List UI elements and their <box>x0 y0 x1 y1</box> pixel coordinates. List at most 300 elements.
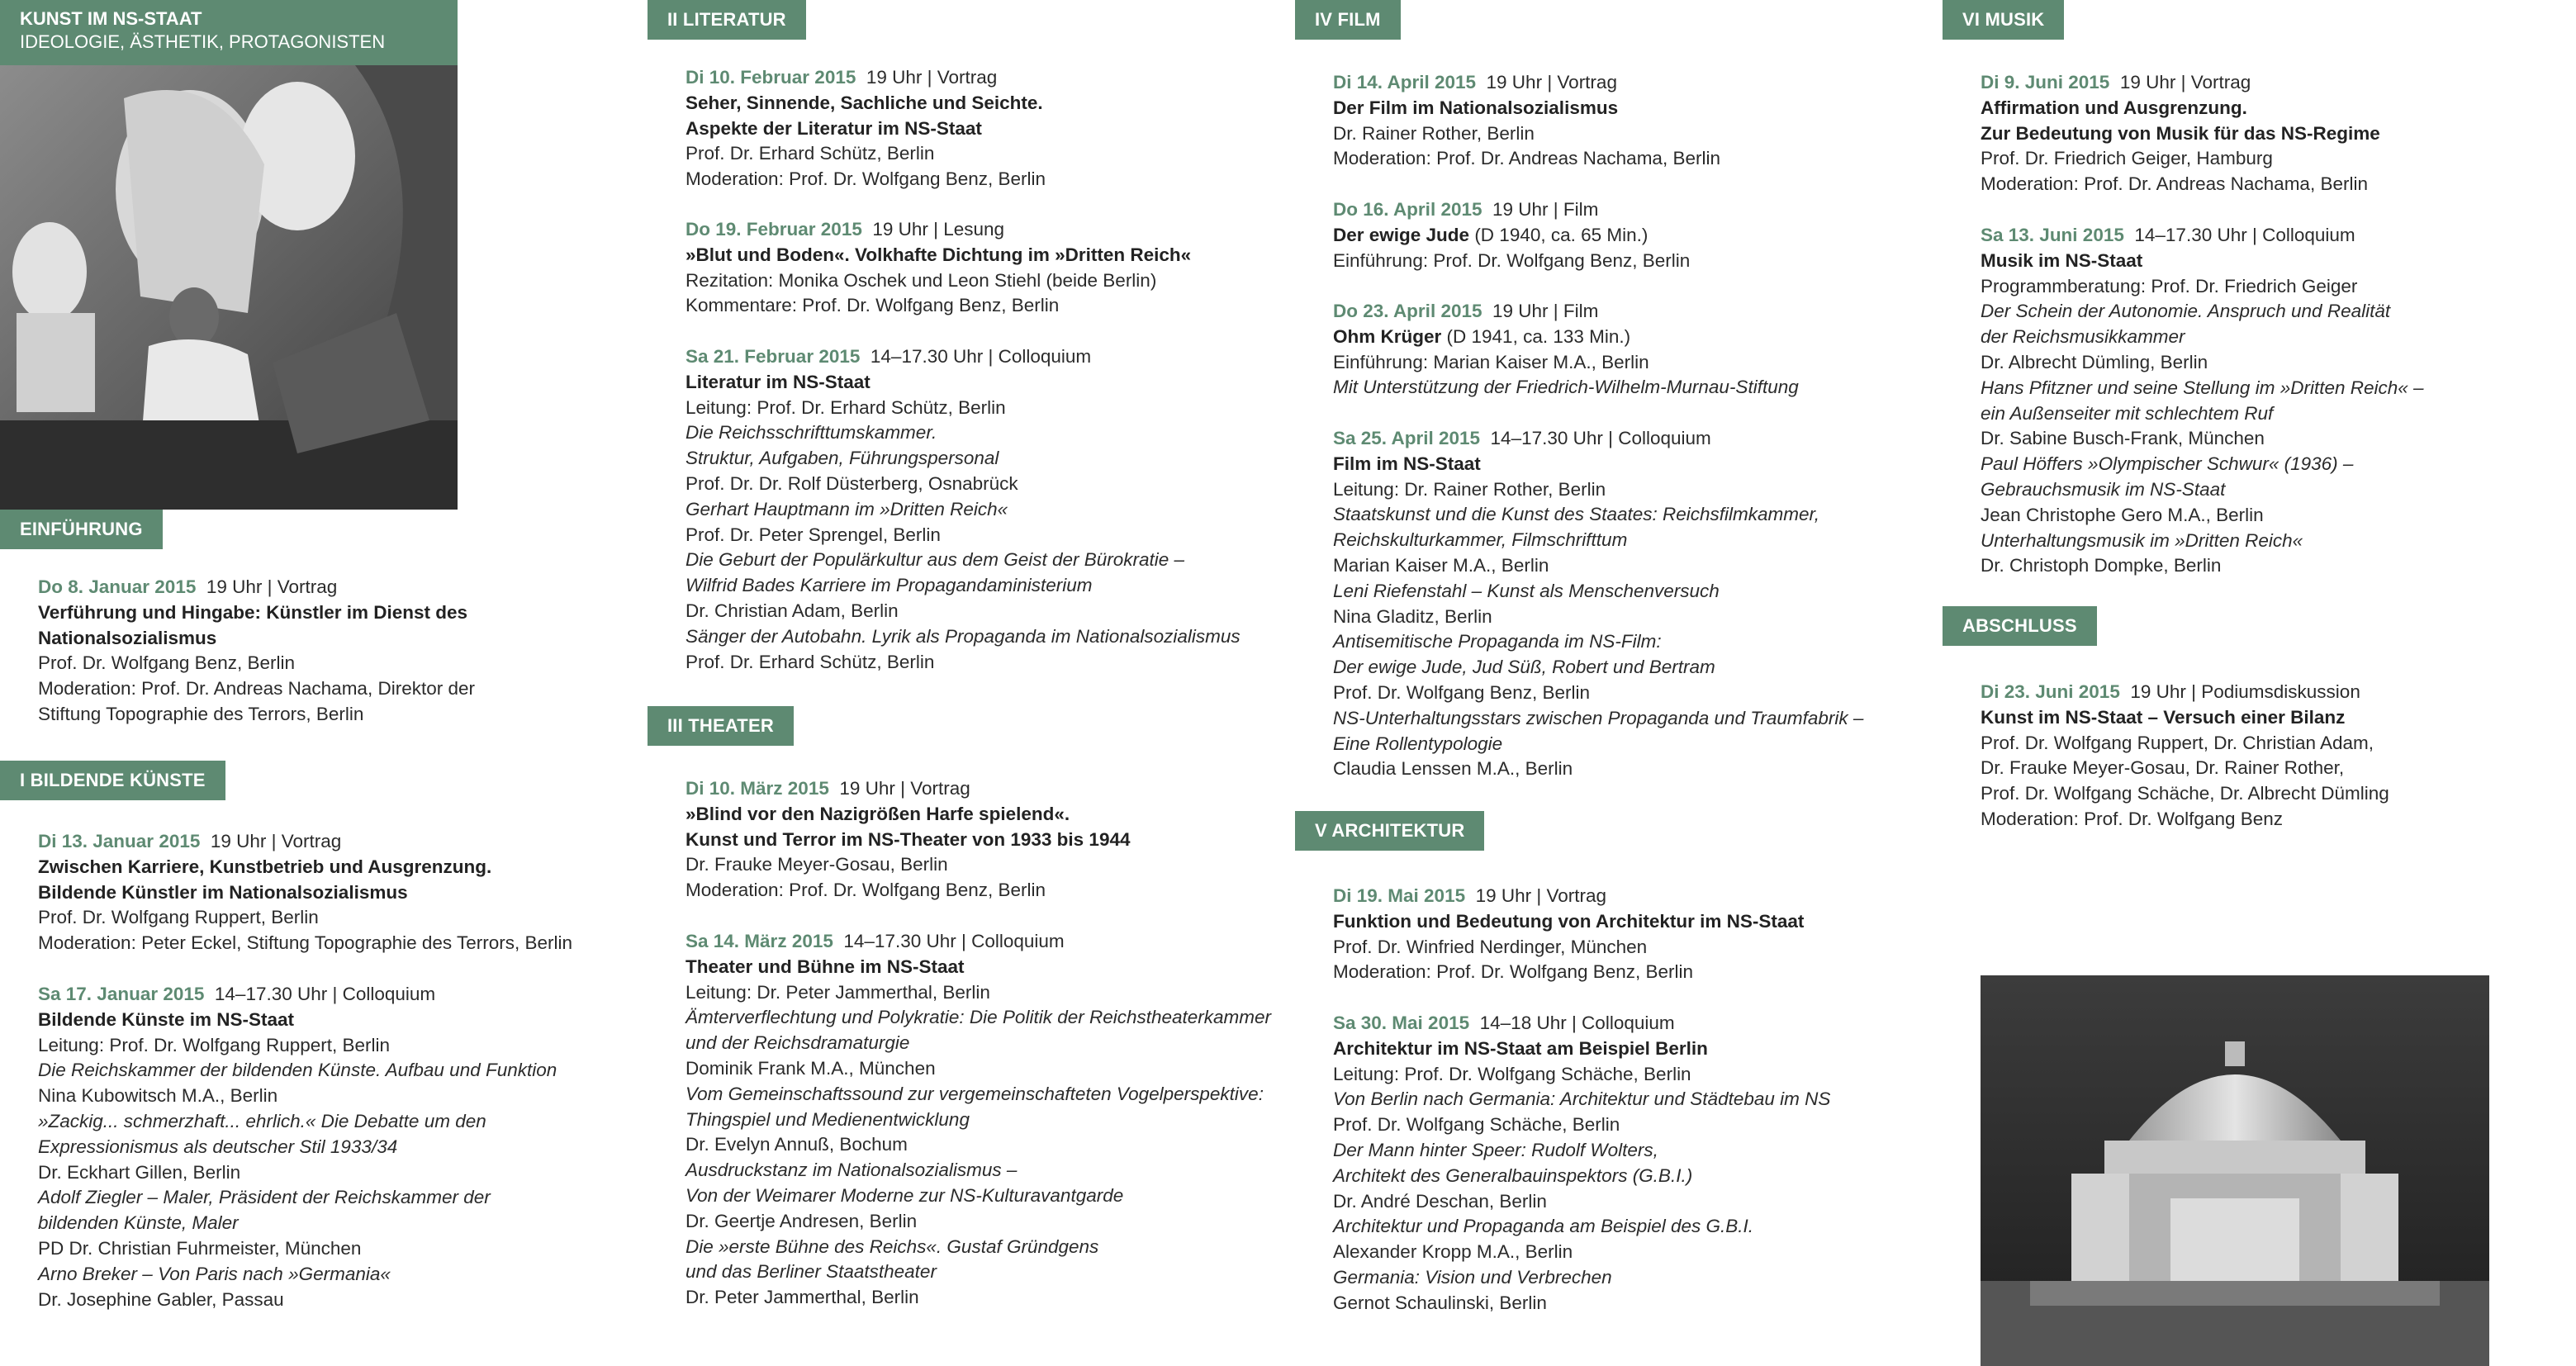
event-person <box>1981 146 2575 172</box>
program-header <box>0 0 458 65</box>
event-person <box>38 1033 633 1059</box>
event-person <box>686 1285 1280 1311</box>
event-topic-text: und der Reichsdramaturgie <box>686 1032 910 1054</box>
event-person-text: Prof. Dr. Wolfgang Schäche, Berlin <box>1333 1114 1620 1136</box>
event-meta: 19 Uhr | Vortrag <box>206 576 338 597</box>
event-bildende-0 <box>38 829 633 956</box>
event-date: Di 19. Mai 2015 <box>1333 885 1466 906</box>
event-person <box>686 167 1280 192</box>
event-date: Do 16. April 2015 <box>1333 199 1483 220</box>
event-topic <box>1333 1214 1928 1240</box>
event-topic <box>1333 528 1928 553</box>
event-meta: 14–17.30 Uhr | Colloquium <box>843 931 1065 951</box>
event-topic <box>686 1005 1280 1031</box>
event-topic <box>38 1135 633 1160</box>
event-date: Sa 25. April 2015 <box>1333 428 1481 448</box>
event-title-text: Affirmation und Ausgrenzung. <box>1981 97 2247 118</box>
event-topic-text: Der Mann hinter Speer: Rudolf Wolters, <box>1333 1139 1658 1160</box>
event-person-text: Moderation: Prof. Dr. Andreas Nachama, Berlin <box>1981 173 2368 195</box>
section-label: EINFÜHRUNG <box>0 510 163 549</box>
event-topic-text: bildenden Künste, Maler <box>38 1212 239 1234</box>
event-film-0 <box>1333 70 1928 172</box>
event-title <box>1333 452 1928 477</box>
event-meta: 19 Uhr | Podiumsdiskussion <box>2130 681 2360 702</box>
event-topic-text: Architekt des Generalbauinspektors (G.B.I.) <box>1333 1164 1693 1186</box>
event-topic <box>686 573 1280 599</box>
event-header <box>1333 299 1928 325</box>
section-tag-film <box>1295 0 1401 40</box>
event-person-text: Leitung: Prof. Dr. Erhard Schütz, Berlin <box>686 396 1006 418</box>
event-person <box>38 1288 633 1313</box>
event-meta: 14–17.30 Uhr | Colloquium <box>2134 225 2355 245</box>
event-topic-text: Mit Unterstützung der Friedrich-Wilhelm-Murnau-Stiftung <box>1333 377 1799 398</box>
section-label: I BILDENDE KÜNSTE <box>0 761 225 800</box>
event-meta: 19 Uhr | Vortrag <box>210 831 342 851</box>
event-person-text: Prof. Dr. Wolfgang Benz, Berlin <box>1333 681 1590 703</box>
event-person <box>1333 121 1928 147</box>
event-topic <box>38 1185 633 1211</box>
event-topic <box>1981 452 2575 477</box>
event-topic-text: Expressionismus als deutscher Stil 1933/34 <box>38 1136 398 1157</box>
event-topic-text: Antisemitische Propaganda im NS-Film: <box>1333 631 1662 652</box>
event-person <box>1981 426 2575 452</box>
event-topic-text: Vom Gemeinschaftssound zur vergemeinschafteten Vogelperspektive: <box>686 1083 1264 1104</box>
event-date: Do 8. Januar 2015 <box>38 576 197 597</box>
event-person <box>1333 1189 1928 1215</box>
event-topic <box>686 446 1280 472</box>
event-person-text: Dr. André Deschan, Berlin <box>1333 1190 1547 1212</box>
event-musik-0 <box>1981 70 2575 197</box>
event-title <box>686 370 1280 396</box>
event-title <box>1981 705 2575 731</box>
section-label: IV FILM <box>1295 0 1401 40</box>
event-person <box>686 980 1280 1006</box>
event-topic-text: Von Berlin nach Germania: Architektur und Städtebau im NS <box>1333 1089 1831 1110</box>
event-person <box>1981 756 2575 781</box>
event-literatur-1 <box>686 217 1280 319</box>
event-film-info: (D 1940, ca. 65 Min.) <box>1469 224 1649 245</box>
event-topic-text: Der Schein der Autonomie. Anspruch und Realität <box>1981 301 2391 322</box>
event-meta: 19 Uhr | Vortrag <box>839 778 970 799</box>
event-title <box>38 855 633 880</box>
section-tag-literatur <box>648 0 806 40</box>
section-label: III THEATER <box>648 706 794 746</box>
event-topic-text: Die Reichsschrifttumskammer. <box>686 422 937 443</box>
event-topic-text: Leni Riefenstahl – Kunst als Menschenversuch <box>1333 580 1720 601</box>
event-date: Di 10. März 2015 <box>686 778 829 799</box>
event-header <box>1333 426 1928 452</box>
section-tag-musik <box>1943 0 2064 40</box>
event-theater-1 <box>686 929 1280 1311</box>
event-date: Sa 17. Januar 2015 <box>38 984 205 1004</box>
section-tag-abschluss <box>1943 606 2097 646</box>
event-film-3 <box>1333 426 1928 782</box>
event-topic <box>1981 299 2575 325</box>
event-title <box>686 955 1280 980</box>
event-title <box>38 880 633 906</box>
event-literatur-0 <box>686 65 1280 192</box>
event-person <box>38 1160 633 1186</box>
event-topic <box>1333 375 1928 401</box>
event-person <box>1981 781 2575 807</box>
event-person-text: Dr. Frauke Meyer-Gosau, Dr. Rainer Rother, <box>1981 757 2345 779</box>
event-person-text: Prof. Dr. Winfried Nerdinger, München <box>1333 936 1648 957</box>
event-topic <box>1333 706 1928 732</box>
event-title <box>38 1008 633 1033</box>
event-person <box>38 676 633 702</box>
event-title-text: Literatur im NS-Staat <box>686 371 871 392</box>
event-person-text: Rezitation: Monika Oschek und Leon Stiehl (beide Berlin) <box>686 269 1157 291</box>
event-topic-text: Ausdruckstanz im Nationalsozialismus – <box>686 1160 1018 1181</box>
event-person <box>1981 553 2575 579</box>
event-person-text: Kommentare: Prof. Dr. Wolfgang Benz, Berlin <box>686 295 1060 316</box>
event-literatur-2 <box>686 344 1280 675</box>
event-meta: 19 Uhr | Vortrag <box>1486 72 1617 92</box>
event-bildende-1 <box>38 982 633 1312</box>
event-title <box>1333 96 1928 121</box>
event-musik-1 <box>1981 223 2575 579</box>
event-person <box>686 878 1280 904</box>
event-person-text: Moderation: Prof. Dr. Wolfgang Benz <box>1981 808 2284 829</box>
event-topic-text: Arno Breker – Von Paris nach »Germania« <box>38 1263 391 1284</box>
event-person <box>1333 477 1928 503</box>
event-header <box>686 929 1280 955</box>
event-topic-text: Der ewige Jude, Jud Süß, Robert und Bertram <box>1333 657 1715 678</box>
event-person-text: Leitung: Prof. Dr. Wolfgang Schäche, Berlin <box>1333 1063 1691 1084</box>
event-person-text: Dr. Frauke Meyer-Gosau, Berlin <box>686 854 948 875</box>
event-film-2 <box>1333 299 1928 401</box>
event-topic <box>686 420 1280 446</box>
event-topic-text: Reichskulturkammer, Filmschrifttum <box>1333 529 1628 551</box>
event-topic-text: ein Außenseiter mit schlechtem Ruf <box>1981 402 2274 424</box>
event-title-text: Verführung und Hingabe: Künstler im Dienst des <box>38 601 468 623</box>
event-title-text: Architektur im NS-Staat am Beispiel Berlin <box>1333 1037 1708 1059</box>
event-topic <box>1981 401 2575 427</box>
event-topic-text: Unterhaltungsmusik im »Dritten Reich« <box>1981 529 2303 551</box>
event-person-text: Dr. Evelyn Annuß, Bochum <box>686 1134 908 1155</box>
event-person-text: Leitung: Dr. Peter Jammerthal, Berlin <box>686 981 990 1003</box>
event-topic <box>1333 579 1928 605</box>
section-label: V ARCHITEKTUR <box>1295 811 1484 851</box>
event-topic <box>686 1031 1280 1056</box>
event-topic-text: Paul Höffers »Olympischer Schwur« (1936) – <box>1981 453 2354 475</box>
event-topic-text: NS-Unterhaltungsstars zwischen Propaganda und Traumfabrik – <box>1333 707 1864 728</box>
event-topic <box>1333 1265 1928 1291</box>
event-topic <box>38 1109 633 1135</box>
event-title <box>1981 121 2575 147</box>
event-person-text: Marian Kaiser M.A., Berlin <box>1333 554 1549 576</box>
event-title <box>686 802 1280 828</box>
event-person-text: Dr. Josephine Gabler, Passau <box>38 1288 284 1310</box>
sculptor-workshop-photo <box>0 65 458 510</box>
event-person <box>686 472 1280 497</box>
event-topic <box>1981 325 2575 350</box>
event-meta: 19 Uhr | Lesung <box>872 219 1005 240</box>
event-title-text: Kunst im NS-Staat – Versuch einer Bilanz <box>1981 706 2346 728</box>
event-header <box>686 65 1280 91</box>
event-person-text: Prof. Dr. Erhard Schütz, Berlin <box>686 651 935 672</box>
event-abschluss-0 <box>1981 680 2575 832</box>
event-person-text: Einführung: Prof. Dr. Wolfgang Benz, Berlin <box>1333 249 1691 271</box>
event-person <box>1981 172 2575 197</box>
event-header <box>38 575 633 600</box>
event-title-text: Zur Bedeutung von Musik für das NS-Regime <box>1981 122 2380 144</box>
event-date: Sa 21. Februar 2015 <box>686 346 861 367</box>
event-header <box>1981 70 2575 96</box>
event-person-text: Dr. Eckhart Gillen, Berlin <box>38 1161 241 1183</box>
event-meta: 19 Uhr | Vortrag <box>1475 885 1607 906</box>
event-title <box>1333 909 1928 935</box>
event-topic <box>1333 629 1928 655</box>
event-person <box>686 1209 1280 1235</box>
event-person <box>1981 503 2575 529</box>
event-meta: 14–17.30 Uhr | Colloquium <box>214 984 436 1004</box>
event-title-text: Ohm Krüger <box>1333 325 1442 347</box>
event-meta: 14–17.30 Uhr | Colloquium <box>870 346 1092 367</box>
event-person-text: Prof. Dr. Friedrich Geiger, Hamburg <box>1981 148 2273 169</box>
event-topic <box>686 1082 1280 1108</box>
event-topic <box>38 1058 633 1084</box>
event-person <box>1981 274 2575 300</box>
event-header <box>686 217 1280 243</box>
event-person <box>686 268 1280 294</box>
event-person <box>1333 681 1928 706</box>
event-person <box>1333 960 1928 985</box>
event-person <box>1333 1240 1928 1265</box>
event-person-text: Moderation: Prof. Dr. Andreas Nachama, Direktor der <box>38 678 475 700</box>
sculptor-photo-graphic <box>0 65 458 510</box>
event-topic <box>1333 502 1928 528</box>
event-meta: 19 Uhr | Vortrag <box>2119 72 2251 92</box>
event-title-text: Musik im NS-Staat <box>1981 249 2143 271</box>
event-topic-text: Die Reichskammer der bildenden Künste. Aufbau und Funktion <box>38 1060 557 1081</box>
event-person <box>38 702 633 728</box>
event-topic-text: Gebrauchsmusik im NS-Staat <box>1981 478 2226 500</box>
event-person-text: Moderation: Prof. Dr. Wolfgang Benz, Berlin <box>686 880 1046 901</box>
event-topic-text: Struktur, Aufgaben, Führungspersonal <box>686 448 999 469</box>
event-topic <box>686 1259 1280 1285</box>
event-topic <box>686 497 1280 523</box>
section-label: ABSCHLUSS <box>1943 606 2097 646</box>
event-person <box>1333 146 1928 172</box>
event-topic-text: Sänger der Autobahn. Lyrik als Propaganda im Nationalsozialismus <box>686 625 1241 647</box>
event-header <box>1333 70 1928 96</box>
event-topic <box>686 1183 1280 1209</box>
event-person-text: Stiftung Topographie des Terrors, Berlin <box>38 703 364 724</box>
event-title <box>686 828 1280 853</box>
event-person-text: Prof. Dr. Wolfgang Schäche, Dr. Albrecht Dümling <box>1981 783 2389 804</box>
event-person <box>1333 553 1928 579</box>
event-person <box>1981 807 2575 832</box>
event-title-text: Funktion und Bedeutung von Architektur im NS-Staat <box>1333 910 1805 932</box>
event-person-text: Nina Kubowitsch M.A., Berlin <box>38 1085 278 1107</box>
event-person-text: Dr. Geertje Andresen, Berlin <box>686 1210 918 1231</box>
event-person <box>38 651 633 676</box>
event-title <box>1981 249 2575 274</box>
section-tag-einfuehrung <box>0 510 163 549</box>
event-person-text: Dr. Peter Jammerthal, Berlin <box>686 1287 919 1308</box>
event-title-text: Film im NS-Staat <box>1333 453 1481 474</box>
event-title-text: Der ewige Jude <box>1333 224 1470 245</box>
event-topic-text: Thingspiel und Medienentwicklung <box>686 1108 970 1130</box>
dome-model-photo <box>1981 975 2489 1366</box>
event-topic <box>1333 1087 1928 1112</box>
event-header <box>1981 223 2575 249</box>
event-date: Do 23. April 2015 <box>1333 301 1483 321</box>
event-person <box>686 1132 1280 1158</box>
event-person <box>1333 1291 1928 1316</box>
event-date: Di 14. April 2015 <box>1333 72 1477 92</box>
event-person <box>686 599 1280 624</box>
event-person <box>1333 350 1928 376</box>
event-topic <box>38 1262 633 1288</box>
event-topic-text: »Zackig... schmerzhaft... ehrlich.« Die Debatte um den <box>38 1110 486 1131</box>
event-person-text: Gernot Schaulinski, Berlin <box>1333 1292 1547 1313</box>
event-topic <box>1981 529 2575 554</box>
event-title-text: »Blind vor den Nazigrößen Harfe spielend«. <box>686 803 1070 824</box>
event-person-text: Nina Gladitz, Berlin <box>1333 605 1492 627</box>
event-person <box>686 650 1280 676</box>
event-header <box>38 982 633 1008</box>
event-title-text: Zwischen Karriere, Kunstbetrieb und Ausgrenzung. <box>38 856 492 877</box>
event-person <box>38 931 633 956</box>
event-person <box>686 1056 1280 1082</box>
event-person-text: Moderation: Prof. Dr. Wolfgang Benz, Berlin <box>686 168 1046 190</box>
event-person <box>686 396 1280 421</box>
event-title <box>1981 96 2575 121</box>
event-person-text: Leitung: Dr. Rainer Rother, Berlin <box>1333 478 1606 500</box>
section-label: II LITERATUR <box>648 0 806 40</box>
event-person <box>1333 249 1928 274</box>
event-person-text: Jean Christophe Gero M.A., Berlin <box>1981 504 2264 525</box>
event-meta: 19 Uhr | Film <box>1492 199 1599 220</box>
event-person <box>38 1084 633 1109</box>
event-topic <box>38 1211 633 1236</box>
event-topic-text: Adolf Ziegler – Maler, Präsident der Reichskammer der <box>38 1187 491 1208</box>
event-topic-text: Die »erste Bühne des Reichs«. Gustaf Gründgens <box>686 1236 1099 1257</box>
event-title <box>686 116 1280 142</box>
event-meta: 19 Uhr | Film <box>1492 301 1599 321</box>
event-person <box>686 141 1280 167</box>
event-topic <box>686 1235 1280 1260</box>
event-topic-text: Wilfrid Bades Karriere im Propagandaministerium <box>686 575 1093 596</box>
event-person <box>686 852 1280 878</box>
event-topic <box>1333 655 1928 681</box>
event-header <box>1333 197 1928 223</box>
event-person-text: Dr. Rainer Rother, Berlin <box>1333 122 1535 144</box>
event-person-text: Leitung: Prof. Dr. Wolfgang Ruppert, Berlin <box>38 1034 391 1055</box>
event-topic <box>1333 1138 1928 1164</box>
event-topic <box>1333 1164 1928 1189</box>
event-person <box>686 523 1280 548</box>
event-person <box>1333 935 1928 960</box>
event-person-text: Moderation: Prof. Dr. Andreas Nachama, Berlin <box>1333 148 1720 169</box>
event-topic-text: Hans Pfitzner und seine Stellung im »Dritten Reich« – <box>1981 377 2424 398</box>
event-person-text: Prof. Dr. Peter Sprengel, Berlin <box>686 524 941 545</box>
event-topic-text: Gerhart Hauptmann im »Dritten Reich« <box>686 498 1008 519</box>
event-person <box>686 293 1280 319</box>
event-person-text: Dr. Christian Adam, Berlin <box>686 600 899 621</box>
event-meta: 19 Uhr | Vortrag <box>866 67 998 88</box>
event-title-text: Kunst und Terror im NS-Theater von 1933 bis 1944 <box>686 828 1131 850</box>
event-topic <box>686 1108 1280 1133</box>
event-date: Do 19. Februar 2015 <box>686 219 862 240</box>
event-date: Sa 14. März 2015 <box>686 931 833 951</box>
event-title-text: Seher, Sinnende, Sachliche und Seichte. <box>686 92 1043 113</box>
event-person-text: Dr. Sabine Busch-Frank, München <box>1981 428 2265 449</box>
event-topic <box>1333 732 1928 757</box>
event-topic <box>1981 376 2575 401</box>
event-title-text: »Blut und Boden«. Volkhafte Dichtung im »Dritten Reich« <box>686 244 1192 265</box>
event-title-text: Nationalsozialismus <box>38 627 217 648</box>
event-topic-text: der Reichsmusikkammer <box>1981 326 2185 348</box>
event-title <box>1333 223 1928 249</box>
event-header <box>38 829 633 855</box>
event-title-text: Aspekte der Literatur im NS-Staat <box>686 117 982 139</box>
event-person <box>1333 605 1928 630</box>
event-topic-text: Eine Rollentypologie <box>1333 733 1503 754</box>
event-film-1 <box>1333 197 1928 273</box>
event-person-text: Prof. Dr. Wolfgang Benz, Berlin <box>38 652 295 674</box>
event-date: Di 23. Juni 2015 <box>1981 681 2120 702</box>
dome-photo-graphic <box>1981 975 2489 1366</box>
event-topic-text: Die Geburt der Populärkultur aus dem Geist der Bürokratie – <box>686 549 1185 571</box>
event-person-text: Programmberatung: Prof. Dr. Friedrich Geiger <box>1981 275 2358 296</box>
event-date: Di 13. Januar 2015 <box>38 831 201 851</box>
event-topic-text: Germania: Vision und Verbrechen <box>1333 1266 1612 1288</box>
event-topic-text: Architektur und Propaganda am Beispiel des G.B.I. <box>1333 1216 1754 1237</box>
event-architektur-1 <box>1333 1011 1928 1316</box>
event-person-text: Dominik Frank M.A., München <box>686 1057 936 1079</box>
event-person-text: PD Dr. Christian Fuhrmeister, München <box>38 1237 362 1259</box>
event-date: Sa 13. Juni 2015 <box>1981 225 2124 245</box>
event-person-text: Moderation: Peter Eckel, Stiftung Topographie des Terrors, Berlin <box>38 932 573 954</box>
event-person-text: Prof. Dr. Dr. Rolf Düsterberg, Osnabrück <box>686 472 1018 494</box>
event-date: Sa 30. Mai 2015 <box>1333 1013 1470 1033</box>
event-einfuehrung-0 <box>38 575 633 728</box>
event-topic-text: Staatskunst und die Kunst des Staates: Reichsfilmkammer, <box>1333 504 1820 525</box>
program-title: KUNST IM NS-STAAT <box>20 8 202 29</box>
event-topic <box>686 548 1280 573</box>
event-person-text: Dr. Albrecht Dümling, Berlin <box>1981 351 2208 372</box>
event-film-info: (D 1941, ca. 133 Min.) <box>1441 325 1631 347</box>
event-person-text: Dr. Christoph Dompke, Berlin <box>1981 555 2222 576</box>
event-topic-text: Ämterverflechtung und Polykratie: Die Politik der Reichstheaterkammer <box>686 1007 1272 1028</box>
event-topic <box>686 1158 1280 1183</box>
event-person-text: Moderation: Prof. Dr. Wolfgang Benz, Berlin <box>1333 961 1694 983</box>
event-person-text: Prof. Dr. Wolfgang Ruppert, Dr. Christian Adam, <box>1981 732 2374 753</box>
event-person <box>1333 1062 1928 1088</box>
event-topic <box>686 624 1280 650</box>
program-subtitle: IDEOLOGIE, ÄSTHETIK, PROTAGONISTEN <box>20 31 386 52</box>
event-person-text: Alexander Kropp M.A., Berlin <box>1333 1241 1573 1263</box>
event-title <box>38 626 633 652</box>
section-tag-architektur <box>1295 811 1484 851</box>
section-label: VI MUSIK <box>1943 0 2064 40</box>
event-architektur-0 <box>1333 884 1928 985</box>
event-topic <box>1981 477 2575 503</box>
event-header <box>1981 680 2575 705</box>
event-title-text: Theater und Bühne im NS-Staat <box>686 956 965 977</box>
event-header <box>686 776 1280 802</box>
event-person <box>38 905 633 931</box>
event-title-text: Bildende Künste im NS-Staat <box>38 1008 295 1030</box>
event-person <box>38 1236 633 1262</box>
event-title <box>686 243 1280 268</box>
event-meta: 14–17.30 Uhr | Colloquium <box>1490 428 1711 448</box>
event-person <box>1333 1112 1928 1138</box>
event-date: Di 10. Februar 2015 <box>686 67 856 88</box>
